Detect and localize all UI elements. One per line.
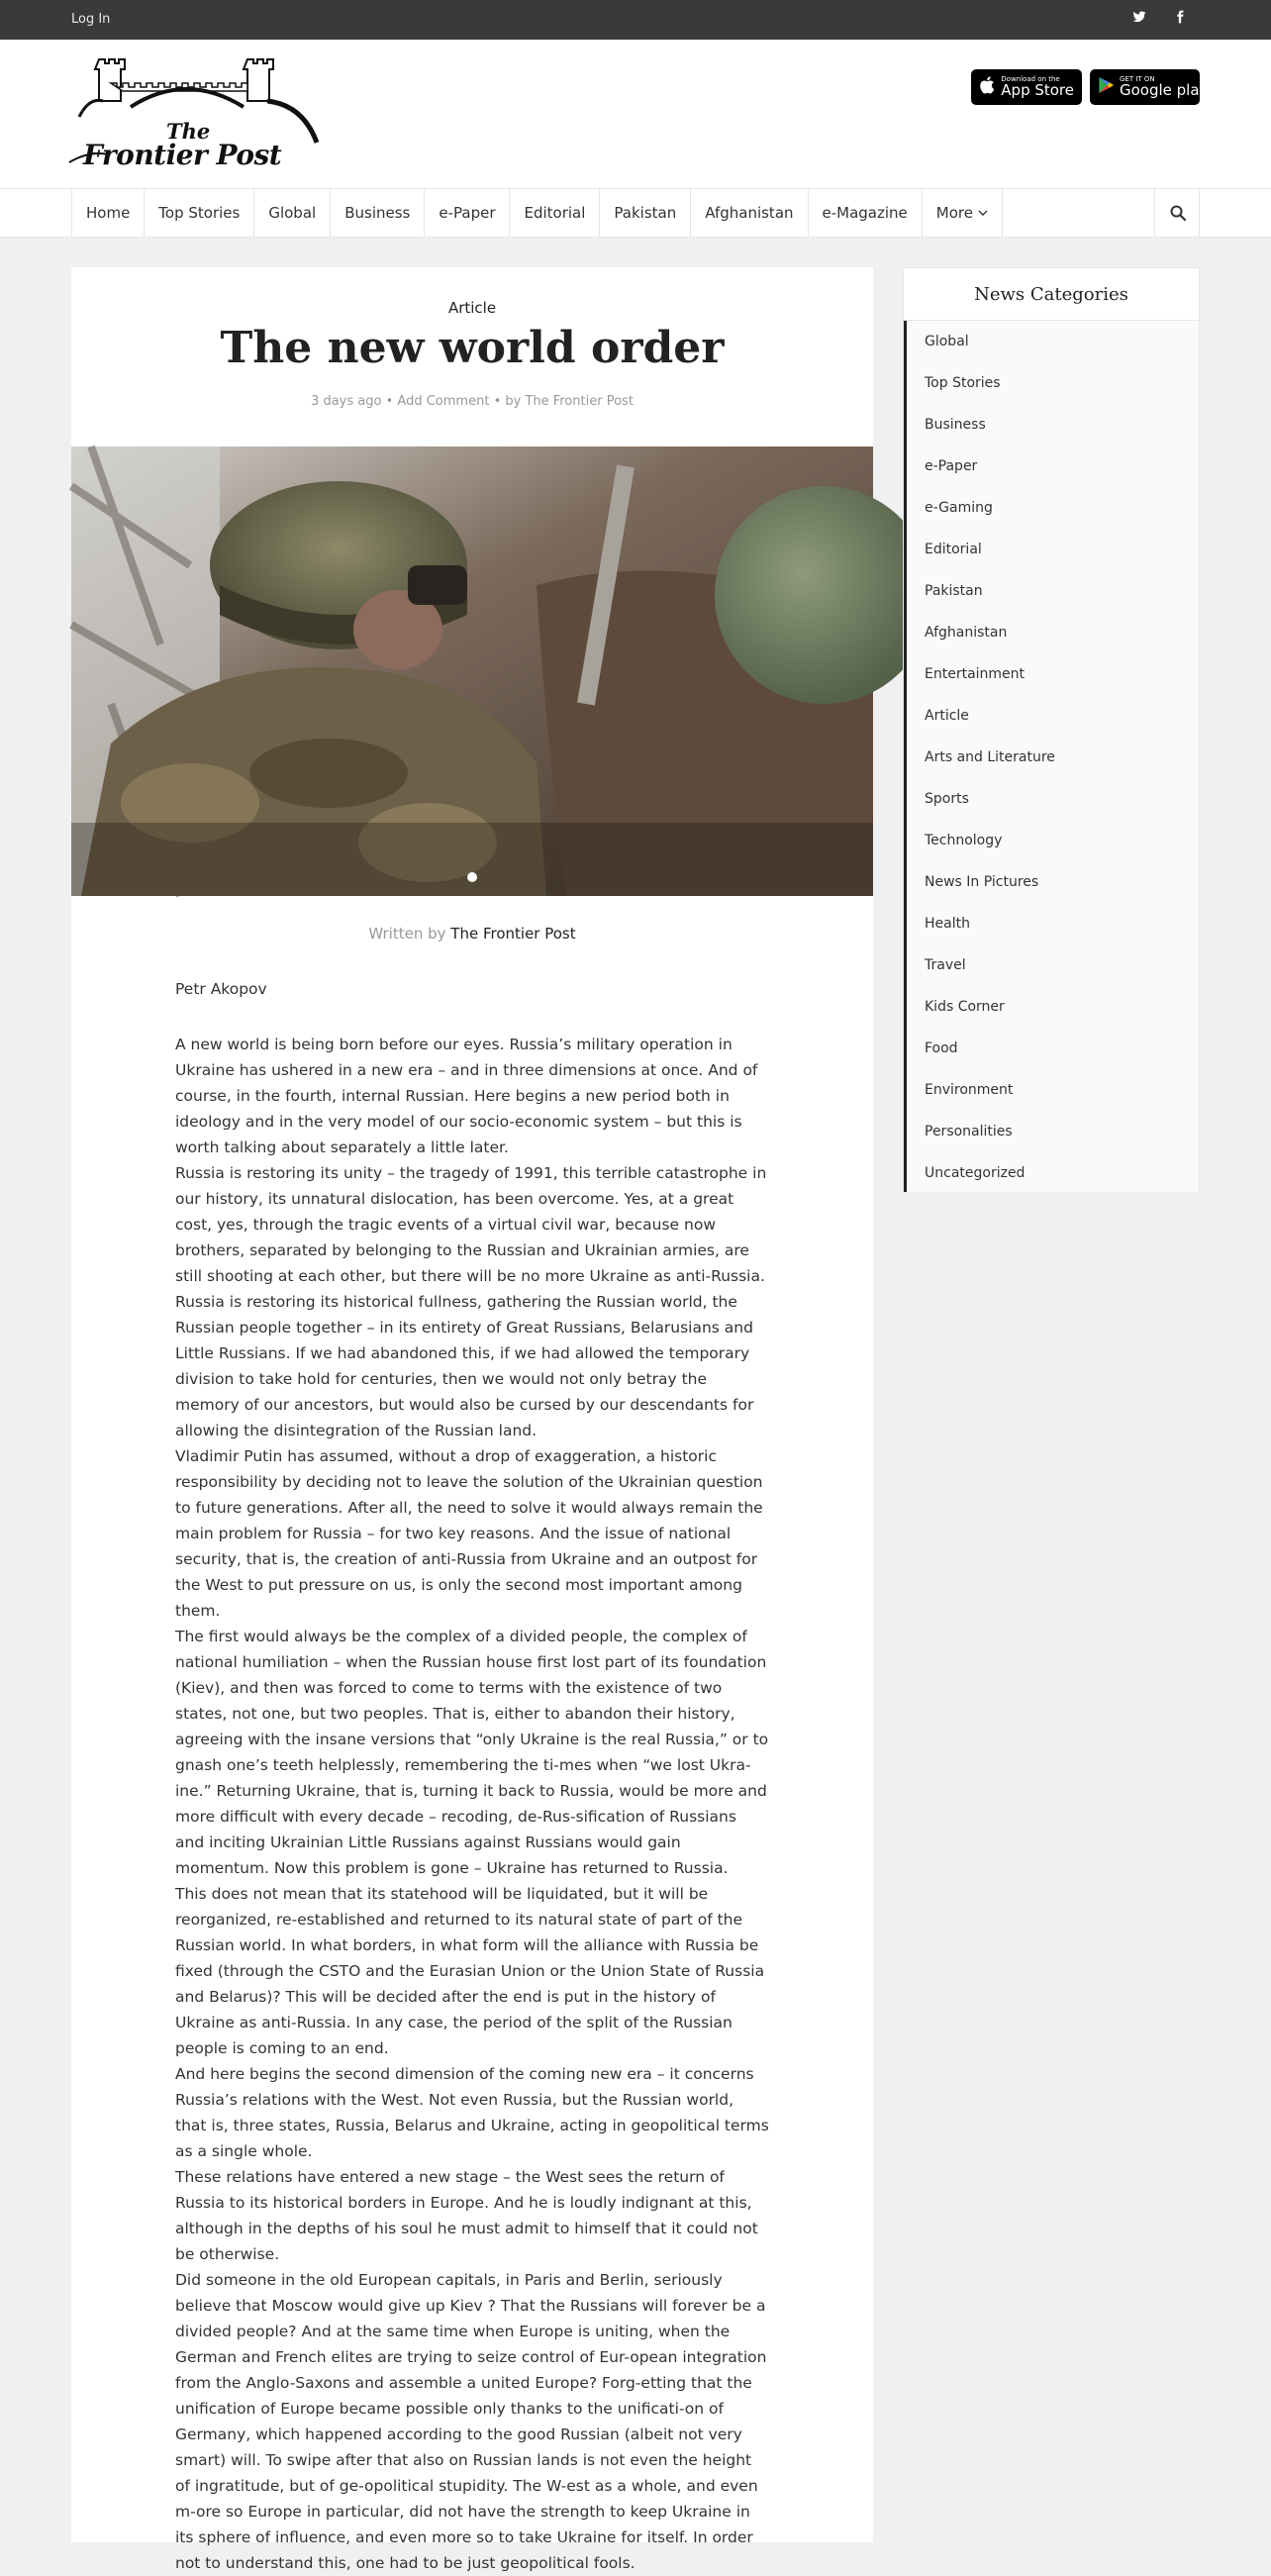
category-e-gaming[interactable]: e-Gaming: [925, 500, 993, 516]
article-paragraph: These relations have entered a new stage – the West sees the return of Russia to its historical borders in Europe. And he is loudly indignant at this, although in the depths of his soul he must admit to himself that it could not be otherwise.: [175, 2168, 758, 2263]
search-icon: [1170, 205, 1186, 225]
article-paragraph: The first would always be the complex of a divided people, the complex of national humiliation – when the Russian house first lost part of its foundation (Kiev), and then was forced to come to terms with the existence of two states, not one, but two peoples. That is, either to abandon their history, agreeing with the insane versions that “only Ukraine is the real Russia,” or to gnash one’s teeth helplessly, remembering the ti-mes when “we lost Ukra-ine.” Returning Ukraine, that is, turning it back to Russia, would be more and more difficult with every decade – recoding, de-Rus-sification of Russians and inciting Ukrainian Little Russians against Russians would gain momentum. Now this problem is gone – Ukraine has returned to Russia.: [175, 1628, 769, 1877]
article-paragraph: Vladimir Putin has assumed, without a drop of exaggeration, a historic responsibility by deciding not to leave the solution of the Ukrainian question to future generations. After all, the need to solve it would always remain the main problem for Russia – for two key reasons. And the issue of national security, that is, the creation of anti-Russia from Ukraine and an outpost for the West to put pressure on us, is only the second most important among them.: [175, 1447, 763, 1620]
logo-text-the: The: [166, 119, 211, 144]
category-business[interactable]: Business: [925, 417, 986, 433]
category-environment[interactable]: Environment: [925, 1082, 1014, 1098]
nav-list: [71, 189, 1003, 237]
article-paragraph: Did someone in the old European capitals, in Paris and Berlin, seriously believe that Moscow would give up Kiev ? That the Russians will forever be a divided people? And at the same time when Europe is uniting, when the German and French elites are trying to seize control of Eur-opean integration from the Anglo-Saxons and assemble a united Europe? Forg-etting that the unification of Europe became possible only thanks to the unificati-on of Germany, which happened according to the good Russian (albeit not very smart) will. To swipe after that also on Russian lands is not even the height of ingratitude, but of ge-opolitical stupidity. The W-est as a whole, and even m-ore so Europe in particular, did not have the strength to keep Ukraine in its sphere of influence, and even more so to take Ukraine for itself. In order not to understand this, one had to be just geopolitical fools.: [175, 2271, 767, 2572]
category-editorial[interactable]: Editorial: [925, 542, 982, 557]
news-categories-widget: [903, 267, 1200, 1192]
article-hero-image[interactable]: [71, 446, 873, 896]
category-kids-corner[interactable]: Kids Corner: [925, 999, 1005, 1015]
category-travel[interactable]: Travel: [925, 957, 966, 973]
meta-time: 3 days ago: [311, 394, 382, 409]
app-store-big-text: App Store: [1001, 81, 1074, 99]
category-uncategorized[interactable]: Uncategorized: [925, 1165, 1026, 1181]
top-bar: [0, 0, 1271, 40]
apple-icon: [979, 76, 995, 99]
slider-dot[interactable]: [467, 872, 477, 882]
article-paragraph: Russia is restoring its unity – the tragedy of 1991, this terrible catastrophe in our history, its unnatural dislocation, has been overcome. Yes, at a great cost, yes, through the tragic events of a virtual civil war, because now brothers, separated by belonging to the Russian and Ukrainian armies, are still shooting at each other, but there will be no more Ukraine as anti-Russia. Russia is restoring its historical fullness, gathering the Russian world, the Russian people together – in its entirety of Great Russians, Belarusians and Little Russians. If we had abandoned this, if we had allowed the temporary division to take hold for centuries, then we would not only betray the memory of our ancestors, but would also be cursed by our descendants for allowing the disintegration of the Russian land.: [175, 1164, 767, 1439]
nav-item-pakistan[interactable]: Pakistan: [600, 189, 691, 237]
login-link[interactable]: Log In: [71, 12, 111, 27]
app-store-small-text: Download on the: [1001, 75, 1060, 83]
category-personalities[interactable]: Personalities: [925, 1124, 1013, 1139]
nav-item-home[interactable]: Home: [72, 189, 145, 237]
written-by-author-link[interactable]: The Frontier Post: [450, 925, 576, 942]
category-e-paper[interactable]: e-Paper: [925, 458, 978, 474]
main-nav: [0, 188, 1271, 238]
app-store-button[interactable]: [971, 69, 1082, 105]
site-logo[interactable]: [69, 51, 322, 170]
facebook-icon[interactable]: [1170, 10, 1190, 30]
category-list: [904, 321, 1199, 1192]
category-news-in-pictures[interactable]: News In Pictures: [925, 874, 1039, 890]
article-meta: [71, 394, 873, 409]
play-icon: [1098, 76, 1114, 99]
logo-text-name: Frontier Post: [83, 139, 282, 171]
category-entertainment[interactable]: Entertainment: [925, 666, 1026, 682]
nav-item-business[interactable]: Business: [331, 189, 425, 237]
article-paragraph: This does not mean that its statehood will be liquidated, but it will be reorganized, re-established and returned to its natural state of part of the Russian world. In what borders, in what form will the alliance with Russia be fixed (through the CSTO and the Eurasian Union or the Union State of Russia and Belarus)? This will be decided after the end is put in the history of Ukraine as anti-Russia. In any case, the period of the split of the Russian people is coming to an end.: [175, 1885, 765, 2057]
chevron-down-icon: [978, 189, 988, 237]
meta-separator: •: [493, 394, 502, 409]
category-technology[interactable]: Technology: [925, 833, 1003, 848]
category-pakistan[interactable]: Pakistan: [925, 583, 983, 599]
nav-item-global[interactable]: Global: [254, 189, 331, 237]
category-food[interactable]: Food: [925, 1040, 958, 1056]
written-by-prefix: Written by: [368, 925, 451, 942]
written-by: [71, 925, 873, 942]
sidebar-title: News Categories: [904, 268, 1199, 321]
twitter-icon[interactable]: [1129, 10, 1149, 30]
meta-author-link[interactable]: by The Frontier Post: [505, 394, 634, 409]
meta-separator: •: [385, 394, 394, 409]
category-global[interactable]: Global: [925, 334, 969, 349]
add-comment-link[interactable]: Add Comment: [397, 394, 490, 409]
category-top-stories[interactable]: Top Stories: [925, 375, 1001, 391]
category-sports[interactable]: Sports: [925, 791, 969, 807]
article-card: [71, 267, 873, 2572]
nav-item-top-stories[interactable]: Top Stories: [145, 189, 254, 237]
category-health[interactable]: Health: [925, 916, 970, 932]
search-button[interactable]: [1154, 189, 1200, 237]
google-play-button[interactable]: [1090, 69, 1209, 105]
category-afghanistan[interactable]: Afghanistan: [925, 625, 1008, 641]
article-paragraph: And here begins the second dimension of the coming new era – it concerns Russia’s relations with the West. Not even Russia, but the Russian world, that is, three states, Russia, Belarus and Ukraine, acting in geopolitical terms as a single whole.: [175, 2065, 769, 2160]
google-play-small-text: GET IT ON: [1120, 75, 1155, 83]
category-arts-and-literature[interactable]: Arts and Literature: [925, 749, 1055, 765]
article-category[interactable]: Article: [447, 299, 497, 317]
nav-more-label: More: [935, 204, 973, 222]
category-article[interactable]: Article: [925, 708, 969, 724]
soldiers-photo: [71, 446, 873, 896]
article-byline: Petr Akopov: [175, 980, 267, 998]
article-title: The new world order: [220, 323, 725, 373]
article-body: [175, 976, 769, 2576]
nav-item-e-paper[interactable]: e-Paper: [425, 189, 510, 237]
nav-item-editorial[interactable]: Editorial: [510, 189, 600, 237]
site-header: [0, 40, 1271, 188]
nav-item-more[interactable]: [923, 189, 1003, 237]
nav-item-afghanistan[interactable]: Afghanistan: [691, 189, 808, 237]
article-paragraph: A new world is being born before our eyes. Russia’s military operation in Ukraine has ushered in a new era – and in three dimensions at once. And of course, in the fourth, internal Russian. Here begins a new period both in ideology and in the very model of our socio-economic system – but this is worth talking about separately a little later.: [175, 1036, 758, 1156]
google-play-big-text: Google play: [1120, 81, 1209, 99]
nav-item-e-magazine[interactable]: e-Magazine: [809, 189, 923, 237]
